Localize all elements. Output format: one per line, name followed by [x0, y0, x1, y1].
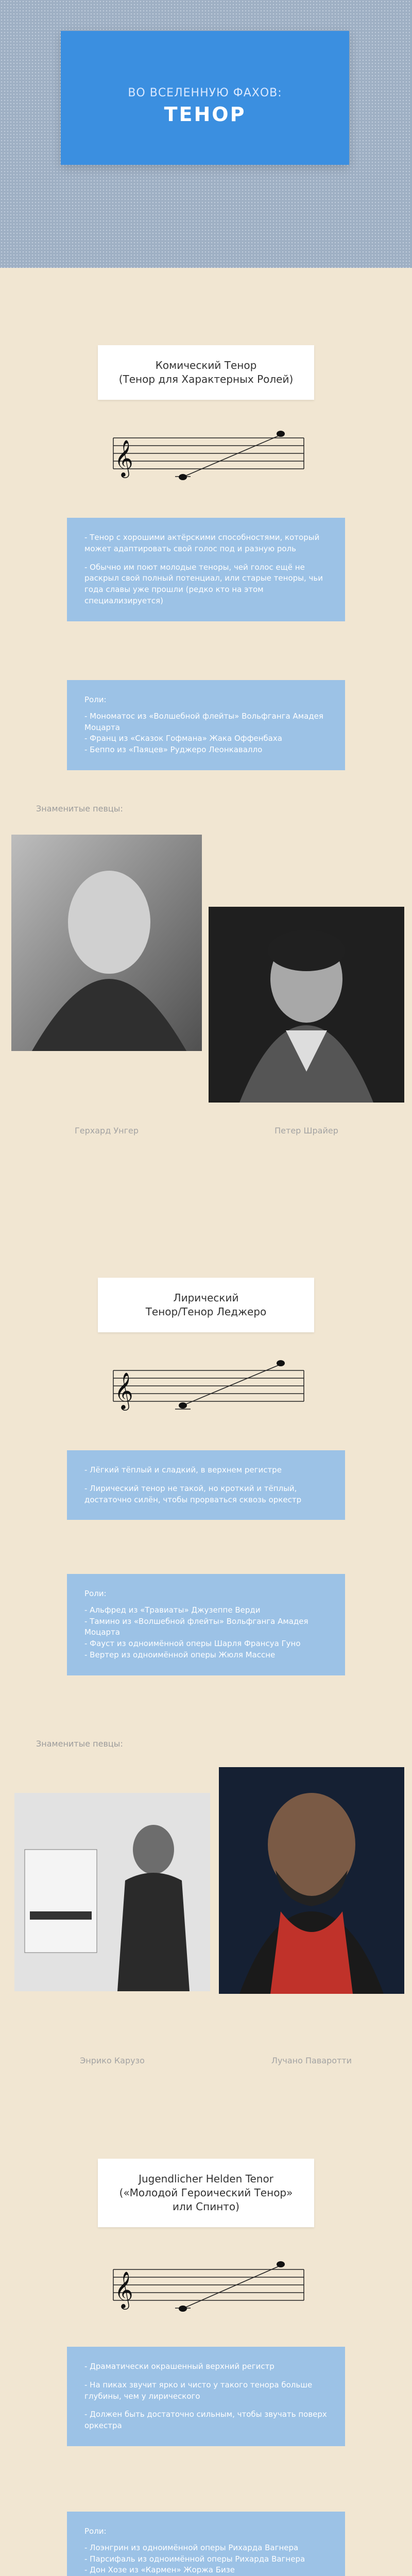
role-item: - Фауст из одноимённой оперы Шарля Франсуа Гуно	[84, 1639, 301, 1648]
description-line: - Должен быть достаточно сильным, чтобы звучать поверх оркестра	[84, 2410, 327, 2430]
description-line: - Лёгкий тёплый и сладкий, в верхнем регистре	[84, 1465, 282, 1475]
description-line: - На пиках звучит ярко и чисто у такого тенора больше глубины, чем у лирического	[84, 2380, 313, 2401]
role-item: - Альфред из «Травиаты» Джузеппе Верди	[84, 1605, 261, 1615]
note-high	[277, 2261, 285, 2267]
treble-clef-icon: 𝄞	[114, 439, 133, 477]
roles-title: Роли:	[84, 2527, 107, 2536]
note-high	[277, 431, 285, 437]
singer-name: Лучано Паваротти	[271, 2056, 352, 2065]
description-box	[67, 1450, 345, 1520]
singer-name: Петер Шрайер	[274, 1126, 338, 1136]
section-title: Лирический Тенор/Тенор Леджеро	[145, 1292, 267, 1318]
note-high	[277, 1360, 285, 1366]
description-box	[67, 2347, 345, 2446]
note-low	[179, 2306, 187, 2312]
singer-photo	[11, 835, 202, 1051]
role-item: - Мономатос из «Волшебной флейты» Вольфганга Амадея Моцарта	[84, 711, 323, 732]
music-staff	[103, 1345, 309, 1432]
section-title: Jugendlicher Helden Tenor («Молодой Героический Тенор» или Спинто)	[119, 2173, 293, 2213]
header-subtitle: ВО ВСЕЛЕННУЮ ФАХОВ:	[128, 87, 282, 99]
role-item: - Вертер из одноимённой оперы Жюля Массне	[84, 1650, 276, 1659]
description-line: - Тенор с хорошими актёрскими способностями, который может адаптировать свой голос под и разную роль	[84, 533, 320, 553]
description-line: - Лирический тенор не такой, но кроткий и тёплый, достаточно силён, чтобы прорваться сквозь оркестр	[84, 1483, 302, 1504]
music-staff	[103, 2244, 309, 2331]
description-box	[67, 518, 345, 621]
description-line: - Драматически окрашенный верхний регистр	[84, 2362, 274, 2371]
role-item: - Лоэнгрин из одноимённой оперы Рихарда Вагнера	[84, 2543, 299, 2552]
roles-title: Роли:	[84, 695, 107, 704]
singers-label: Знаменитые певцы:	[36, 804, 123, 814]
treble-clef-icon: 𝄞	[114, 1371, 133, 1409]
roles-box	[67, 680, 345, 770]
note-low	[179, 474, 187, 480]
singer-photo	[209, 907, 404, 1103]
section-title: Комический Тенор (Тенор для Характерных Ролей)	[118, 359, 294, 385]
roles-box	[67, 1574, 345, 1675]
singer-photo	[219, 1767, 404, 1994]
section-title-card	[98, 1278, 314, 1332]
section-title-card	[98, 2159, 314, 2227]
header-pattern	[0, 0, 412, 268]
role-item: - Парсифаль из одноимённой оперы Рихарда Вагнера	[84, 2554, 305, 2564]
role-item: - Тамино из «Волшебной флейты» Вольфганга Амадея Моцарта	[84, 1616, 308, 1637]
singers-label: Знаменитые певцы:	[36, 1739, 123, 1749]
section-title-card	[98, 345, 314, 400]
note-low	[179, 1402, 187, 1409]
header-card	[61, 31, 349, 165]
role-item: - Франц из «Сказок Гофмана» Жака Оффенбаха	[84, 734, 282, 743]
roles-title: Роли:	[84, 1589, 107, 1598]
page-title: ТЕНОР	[164, 103, 246, 126]
treble-clef-icon: 𝄞	[114, 2270, 133, 2308]
singer-photo	[14, 1793, 210, 1991]
description-line: - Обычно им поют молодые теноры, чей голос ещё не раскрыл свой полный потенциал, или старые теноры, чьи года славы уже прошли (редко кто на этом специализируется)	[84, 562, 323, 605]
roles-box	[67, 2512, 345, 2576]
singer-name: Энрико Карузо	[80, 2056, 145, 2065]
role-item: - Дон Хозе из «Кармен» Жоржа Бизе	[84, 2565, 235, 2575]
singer-name: Герхард Унгер	[75, 1126, 139, 1136]
music-staff	[103, 412, 309, 500]
role-item: - Беппо из «Паяцев» Руджеро Леонкавалло	[84, 745, 263, 754]
